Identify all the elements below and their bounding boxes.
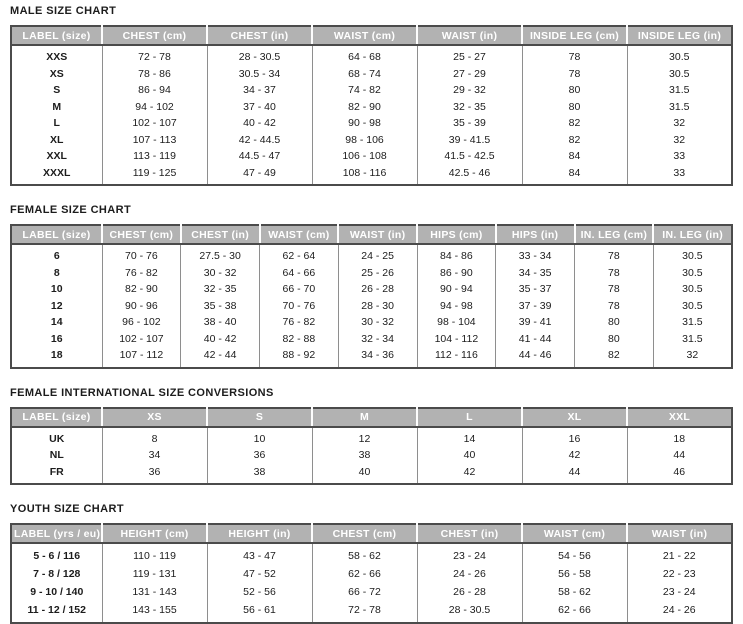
table-cell: 113 - 119 [102,148,207,165]
column-header: WAIST (in) [338,225,417,244]
table-row [11,244,732,265]
table-row [11,565,732,583]
column-header: CHEST (in) [417,524,522,543]
table-cell: L [53,117,60,130]
table-cell: 38 - 40 [181,314,260,331]
table-row [11,165,732,186]
table-row [11,298,732,315]
table-cell: 38 [312,447,417,464]
table-cell: 29 - 32 [417,82,522,99]
table-cell: 30.5 [653,265,732,282]
table-cell: 44.5 - 47 [207,148,312,165]
table-cell: 10 [207,427,312,448]
table-cell: 106 - 108 [312,148,417,165]
table-cell: 78 [522,66,627,83]
column-header: L [417,408,522,427]
table-row [11,447,732,464]
column-header: LABEL (size) [11,26,102,45]
column-header: HIPS (in) [496,225,575,244]
column-header: HEIGHT (in) [207,524,312,543]
table-cell: 26 - 28 [338,281,417,298]
column-header: WAIST (in) [627,524,732,543]
table-cell: 23 - 24 [627,583,732,601]
table-cell: 39 - 41.5 [417,132,522,149]
table-cell: XXS [46,51,68,64]
table-cell: UK [49,432,65,445]
table-cell: 36 [207,447,312,464]
table-cell: 82 - 90 [102,281,181,298]
table-cell: 86 - 94 [102,82,207,99]
table-cell: 10 [50,283,63,296]
header-row [11,408,732,427]
table-cell: 108 - 116 [312,165,417,186]
column-header: HIPS (cm) [417,225,496,244]
column-header: CHEST (in) [207,26,312,45]
table-cell: 28 - 30.5 [417,601,522,623]
table-cell: 62 - 64 [260,244,339,265]
table-row [11,427,732,448]
table-cell: 119 - 131 [102,565,207,583]
table-cell: 24 - 26 [627,601,732,623]
table-cell: 30.5 [627,45,732,66]
table-cell: XS [49,67,64,80]
table-row [11,99,732,116]
table-cell: 6 [53,250,60,263]
table-cell: 78 [522,45,627,66]
table-cell: 107 - 113 [102,132,207,149]
table-cell: 33 - 34 [496,244,575,265]
table-cell: NL [49,449,64,462]
header-row [11,225,732,244]
table-cell: 32 - 35 [417,99,522,116]
table-cell: 36 [102,464,207,485]
table-cell: 16 [522,427,627,448]
column-header: CHEST (in) [181,225,260,244]
table-cell: 7 - 8 / 128 [33,568,81,580]
table-cell: 47 - 52 [207,565,312,583]
column-header: LABEL (yrs / eu) [11,524,102,543]
column-header: HEIGHT (cm) [102,524,207,543]
table-cell: 64 - 66 [260,265,339,282]
table-cell: 11 - 12 / 152 [27,604,86,616]
column-header: XL [522,408,627,427]
table-cell: 33 [627,165,732,186]
female-international-size-table [10,407,733,486]
table-row [11,132,732,149]
column-header: IN. LEG (cm) [575,225,654,244]
section-title-female-international: FEMALE INTERNATIONAL SIZE CONVERSIONS [10,386,274,399]
table-cell: 31.5 [653,331,732,348]
column-header: CHEST (cm) [312,524,417,543]
table-cell: 47 - 49 [207,165,312,186]
column-header: LABEL (size) [11,408,102,427]
table-cell: 12 [50,299,63,312]
female-size-chart-section [10,204,733,369]
table-row [11,281,732,298]
table-cell: 54 - 56 [522,543,627,565]
table-cell: 72 - 78 [312,601,417,623]
table-cell: 14 [50,316,63,329]
section-title-male: MALE SIZE CHART [10,5,117,17]
column-header: INSIDE LEG (cm) [522,26,627,45]
table-cell: 28 - 30 [338,298,417,315]
column-header: WAIST (cm) [312,26,417,45]
table-cell: XXXL [43,166,71,179]
table-cell: 44 [522,464,627,485]
section-title-youth: YOUTH SIZE CHART [10,503,124,515]
column-header: WAIST (cm) [522,524,627,543]
table-cell: 18 [627,427,732,448]
table-cell: 32 [653,347,732,368]
table-cell: 64 - 68 [312,45,417,66]
table-cell: 28 - 30.5 [207,45,312,66]
table-cell: 72 - 78 [102,45,207,66]
table-cell: 70 - 76 [102,244,181,265]
table-cell: 5 - 6 / 116 [33,550,81,562]
column-header: WAIST (cm) [260,225,339,244]
table-cell: 44 - 46 [496,347,575,368]
table-cell: 78 [575,298,654,315]
table-cell: S [53,84,61,97]
table-cell: 46 [627,464,732,485]
table-cell: 78 [575,265,654,282]
table-cell: 31.5 [627,82,732,99]
table-cell: 90 - 98 [312,115,417,132]
table-cell: 56 - 61 [207,601,312,623]
table-row [11,82,732,99]
male-size-chart-section [10,5,733,186]
column-header: LABEL (size) [11,225,102,244]
table-cell: 62 - 66 [522,601,627,623]
table-cell: 42 [417,464,522,485]
table-cell: 62 - 66 [312,565,417,583]
table-cell: XL [50,133,64,146]
table-cell: 34 - 35 [496,265,575,282]
table-cell: 40 - 42 [207,115,312,132]
table-cell: 78 [575,281,654,298]
table-cell: 94 - 102 [102,99,207,116]
table-cell: 98 - 104 [417,314,496,331]
table-cell: 31.5 [627,99,732,116]
table-row [11,45,732,66]
table-cell: 104 - 112 [417,331,496,348]
table-cell: 18 [50,349,63,362]
table-cell: FR [49,465,64,478]
table-cell: 82 [575,347,654,368]
table-row [11,601,732,623]
table-cell: 35 - 38 [181,298,260,315]
table-cell: 96 - 102 [102,314,181,331]
table-cell: 80 [522,82,627,99]
table-cell: 94 - 98 [417,298,496,315]
table-cell: 42.5 - 46 [417,165,522,186]
table-cell: 16 [50,332,63,345]
column-header: WAIST (in) [417,26,522,45]
table-cell: 32 - 34 [338,331,417,348]
table-cell: 25 - 26 [338,265,417,282]
table-cell: 76 - 82 [260,314,339,331]
table-cell: 30.5 [653,281,732,298]
table-cell: 34 - 37 [207,82,312,99]
table-cell: 14 [417,427,522,448]
column-header: CHEST (cm) [102,26,207,45]
table-cell: 34 [102,447,207,464]
table-cell: 112 - 116 [417,347,496,368]
table-row [11,265,732,282]
table-cell: 82 [522,115,627,132]
table-cell: 30.5 [653,244,732,265]
table-cell: 66 - 72 [312,583,417,601]
table-cell: 102 - 107 [102,115,207,132]
table-cell: 82 [522,132,627,149]
table-cell: 84 [522,165,627,186]
table-cell: 24 - 26 [417,565,522,583]
table-cell: 82 - 88 [260,331,339,348]
column-header: CHEST (cm) [102,225,181,244]
female-size-table [10,224,733,369]
table-cell: 80 [522,99,627,116]
table-cell: 26 - 28 [417,583,522,601]
table-cell: 107 - 112 [102,347,181,368]
table-cell: 25 - 27 [417,45,522,66]
column-header: XXL [627,408,732,427]
table-row [11,583,732,601]
table-cell: 80 [575,314,654,331]
table-cell: 84 [522,148,627,165]
table-cell: 32 - 35 [181,281,260,298]
table-cell: 27 - 29 [417,66,522,83]
youth-size-table [10,523,733,624]
table-cell: 102 - 107 [102,331,181,348]
table-cell: 39 - 41 [496,314,575,331]
table-cell: 23 - 24 [417,543,522,565]
column-header: XS [102,408,207,427]
table-cell: 82 - 90 [312,99,417,116]
table-cell: 41 - 44 [496,331,575,348]
table-cell: 8 [102,427,207,448]
table-cell: 30.5 - 34 [207,66,312,83]
table-cell: 58 - 62 [522,583,627,601]
table-cell: 40 [312,464,417,485]
column-header: IN. LEG (in) [653,225,732,244]
table-cell: 88 - 92 [260,347,339,368]
table-cell: 42 - 44 [181,347,260,368]
column-header: S [207,408,312,427]
table-cell: 30 - 32 [181,265,260,282]
table-cell: 86 - 90 [417,265,496,282]
column-header: INSIDE LEG (in) [627,26,732,45]
table-cell: 90 - 96 [102,298,181,315]
table-cell: 40 - 42 [181,331,260,348]
table-cell: 40 [417,447,522,464]
table-cell: 52 - 56 [207,583,312,601]
header-row [11,26,732,45]
table-cell: 78 - 86 [102,66,207,83]
header-row [11,524,732,543]
table-cell: 37 - 40 [207,99,312,116]
column-header: M [312,408,417,427]
table-row [11,66,732,83]
table-cell: 38 [207,464,312,485]
table-cell: 70 - 76 [260,298,339,315]
table-cell: 68 - 74 [312,66,417,83]
table-cell: 76 - 82 [102,265,181,282]
table-cell: 33 [627,148,732,165]
table-cell: 21 - 22 [627,543,732,565]
table-cell: 32 [627,132,732,149]
table-cell: 42 [522,447,627,464]
youth-size-chart-section [10,503,733,624]
table-cell: 22 - 23 [627,565,732,583]
table-row [11,543,732,565]
table-cell: 143 - 155 [102,601,207,623]
table-cell: 34 - 36 [338,347,417,368]
table-cell: 84 - 86 [417,244,496,265]
table-cell: XXL [46,150,67,163]
table-row [11,347,732,368]
table-cell: 80 [575,331,654,348]
male-size-table [10,25,733,186]
section-title-female: FEMALE SIZE CHART [10,204,132,216]
table-cell: 30 - 32 [338,314,417,331]
table-cell: 41.5 - 42.5 [417,148,522,165]
table-cell: 8 [53,266,60,279]
table-cell: 44 [627,447,732,464]
table-cell: M [52,100,62,113]
table-cell: 9 - 10 / 140 [30,586,84,598]
table-cell: 43 - 47 [207,543,312,565]
table-cell: 35 - 37 [496,281,575,298]
table-cell: 131 - 143 [102,583,207,601]
table-cell: 31.5 [653,314,732,331]
table-cell: 78 [575,244,654,265]
table-cell: 110 - 119 [102,543,207,565]
table-row [11,115,732,132]
table-cell: 12 [312,427,417,448]
table-cell: 30.5 [627,66,732,83]
table-cell: 74 - 82 [312,82,417,99]
table-cell: 27.5 - 30 [181,244,260,265]
table-cell: 58 - 62 [312,543,417,565]
table-cell: 32 [627,115,732,132]
table-cell: 37 - 39 [496,298,575,315]
table-row [11,314,732,331]
table-cell: 90 - 94 [417,281,496,298]
table-cell: 42 - 44.5 [207,132,312,149]
female-international-conversions-section [10,387,733,486]
table-cell: 98 - 106 [312,132,417,149]
table-row [11,331,732,348]
table-cell: 35 - 39 [417,115,522,132]
table-cell: 56 - 58 [522,565,627,583]
table-cell: 66 - 70 [260,281,339,298]
table-cell: 119 - 125 [102,165,207,186]
table-cell: 30.5 [653,298,732,315]
table-cell: 24 - 25 [338,244,417,265]
table-row [11,464,732,485]
table-row [11,148,732,165]
